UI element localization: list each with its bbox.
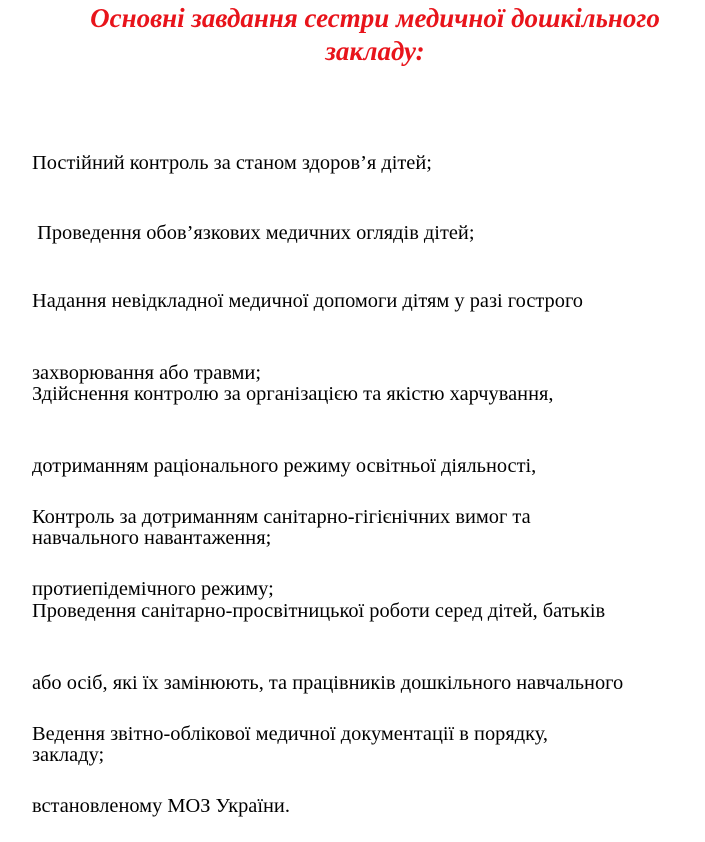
task-item-line: дотриманням раціонального режиму освітньої діяльності, (32, 455, 537, 477)
task-item-line: Ведення звітно-облікової медичної документації в порядку, (32, 723, 548, 745)
task-item-line: Надання невідкладної медичної допомоги дітям у разі гострого (32, 290, 583, 312)
task-item-line: Постійний контроль за станом здоров’я дітей; (32, 152, 432, 174)
task-item-line: закладу; (32, 744, 105, 766)
task-item-line: Здійснення контролю за організацією та якістю харчування, (32, 383, 554, 405)
page-title-line-1: Основні завдання сестри медичної дошкільного (90, 3, 660, 33)
task-item-line: встановленому МОЗ України. (32, 795, 290, 817)
task-item-line: навчального навантаження; (32, 527, 272, 549)
task-item-line: Проведення санітарно-просвітницької роботи серед дітей, батьків (32, 600, 606, 622)
task-item-line: протиепідемічного режиму; (32, 578, 274, 600)
page-title-line-2: закладу: (325, 36, 425, 66)
task-item-line: захворювання або травми; (32, 362, 262, 384)
task-item-line: або осіб, які їх замінюють, та працівників дошкільного навчального (32, 672, 624, 694)
page-title (30, 2, 705, 68)
task-item-line: Контроль за дотриманням санітарно-гігієнічних вимог та (32, 506, 531, 528)
task-item-documentation (32, 674, 548, 842)
task-item-line: Проведення обов’язкових медичних оглядів дітей; (32, 222, 475, 244)
